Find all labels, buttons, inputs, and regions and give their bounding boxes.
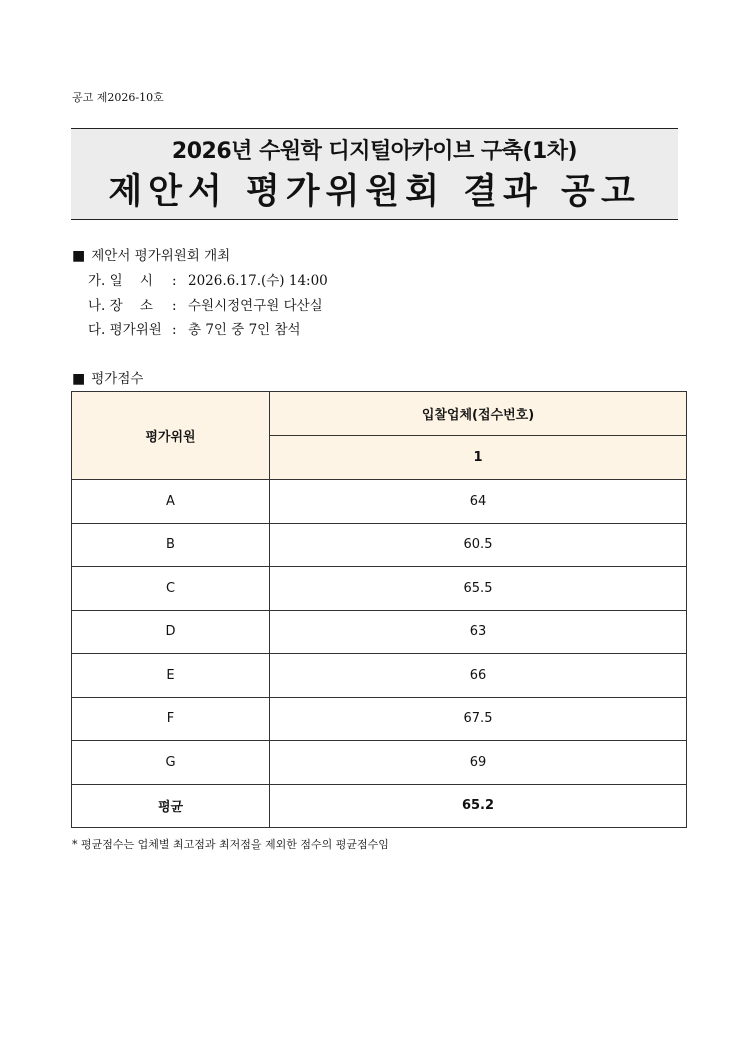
- evaluator-cell: E: [72, 654, 270, 698]
- title-line2: 제안서 평가위원회 결과 공고: [108, 172, 641, 212]
- average-row: [72, 784, 687, 827]
- info-label: 나. 장 소: [88, 298, 153, 314]
- evaluator-cell: D: [72, 610, 270, 654]
- bidder-number: 1: [270, 436, 687, 480]
- evaluator-cell: F: [72, 697, 270, 741]
- evaluator-cell: C: [72, 567, 270, 611]
- square-bullet-icon: ■: [72, 371, 86, 387]
- bidder-header: 입찰업체(접수번호): [270, 392, 687, 436]
- score-cell: 66: [270, 654, 687, 698]
- score-cell: 60.5: [270, 523, 687, 567]
- evaluator-cell: B: [72, 523, 270, 567]
- info-label: 가. 일 시: [88, 273, 153, 289]
- average-value: 65.2: [270, 784, 687, 827]
- score-cell: 63: [270, 610, 687, 654]
- notice-number: 공고 제2026-10호: [72, 91, 164, 104]
- evaluator-cell: G: [72, 741, 270, 785]
- info-value: 2026.6.17.(수) 14:00: [188, 273, 328, 289]
- footnote: * 평균점수는 업체별 최고점과 최저점을 제외한 점수의 평균점수임: [72, 838, 389, 851]
- section-heading-text: 평가점수: [91, 371, 144, 387]
- score-cell: 67.5: [270, 697, 687, 741]
- section-heading-text: 제안서 평가위원회 개최: [91, 248, 231, 264]
- table-row: [72, 610, 687, 654]
- table-row: [72, 523, 687, 567]
- table-row: [72, 654, 687, 698]
- table-row: [72, 741, 687, 785]
- info-item-date: 가. 일 시 : 2026.6.17.(수) 14:00: [88, 269, 328, 289]
- score-table: [71, 391, 687, 828]
- info-value: 수원시정연구원 다산실: [188, 298, 323, 314]
- title-line1: 2026년 수원학 디지털아카이브 구축(1차): [171, 139, 578, 164]
- evaluator-cell: A: [72, 480, 270, 524]
- info-item-place: 나. 장 소 : 수원시정연구원 다산실: [88, 294, 323, 314]
- table-row: [72, 567, 687, 611]
- info-item-evaluators: 다. 평가위원 : 총 7인 중 7인 참석: [88, 318, 301, 338]
- info-value: 총 7인 중 7인 참석: [188, 322, 301, 338]
- evaluator-header: 평가위원: [72, 392, 270, 480]
- title-box: [71, 128, 678, 220]
- table-header-row: [72, 392, 687, 436]
- info-label: 다. 평가위원: [88, 322, 162, 338]
- section-heading-scores: [72, 367, 143, 387]
- score-cell: 65.5: [270, 567, 687, 611]
- average-label: 평균: [72, 784, 270, 827]
- score-cell: 64: [270, 480, 687, 524]
- section-heading-committee: [72, 244, 230, 264]
- table-row: [72, 697, 687, 741]
- score-cell: 69: [270, 741, 687, 785]
- square-bullet-icon: ■: [72, 248, 86, 264]
- table-row: [72, 480, 687, 524]
